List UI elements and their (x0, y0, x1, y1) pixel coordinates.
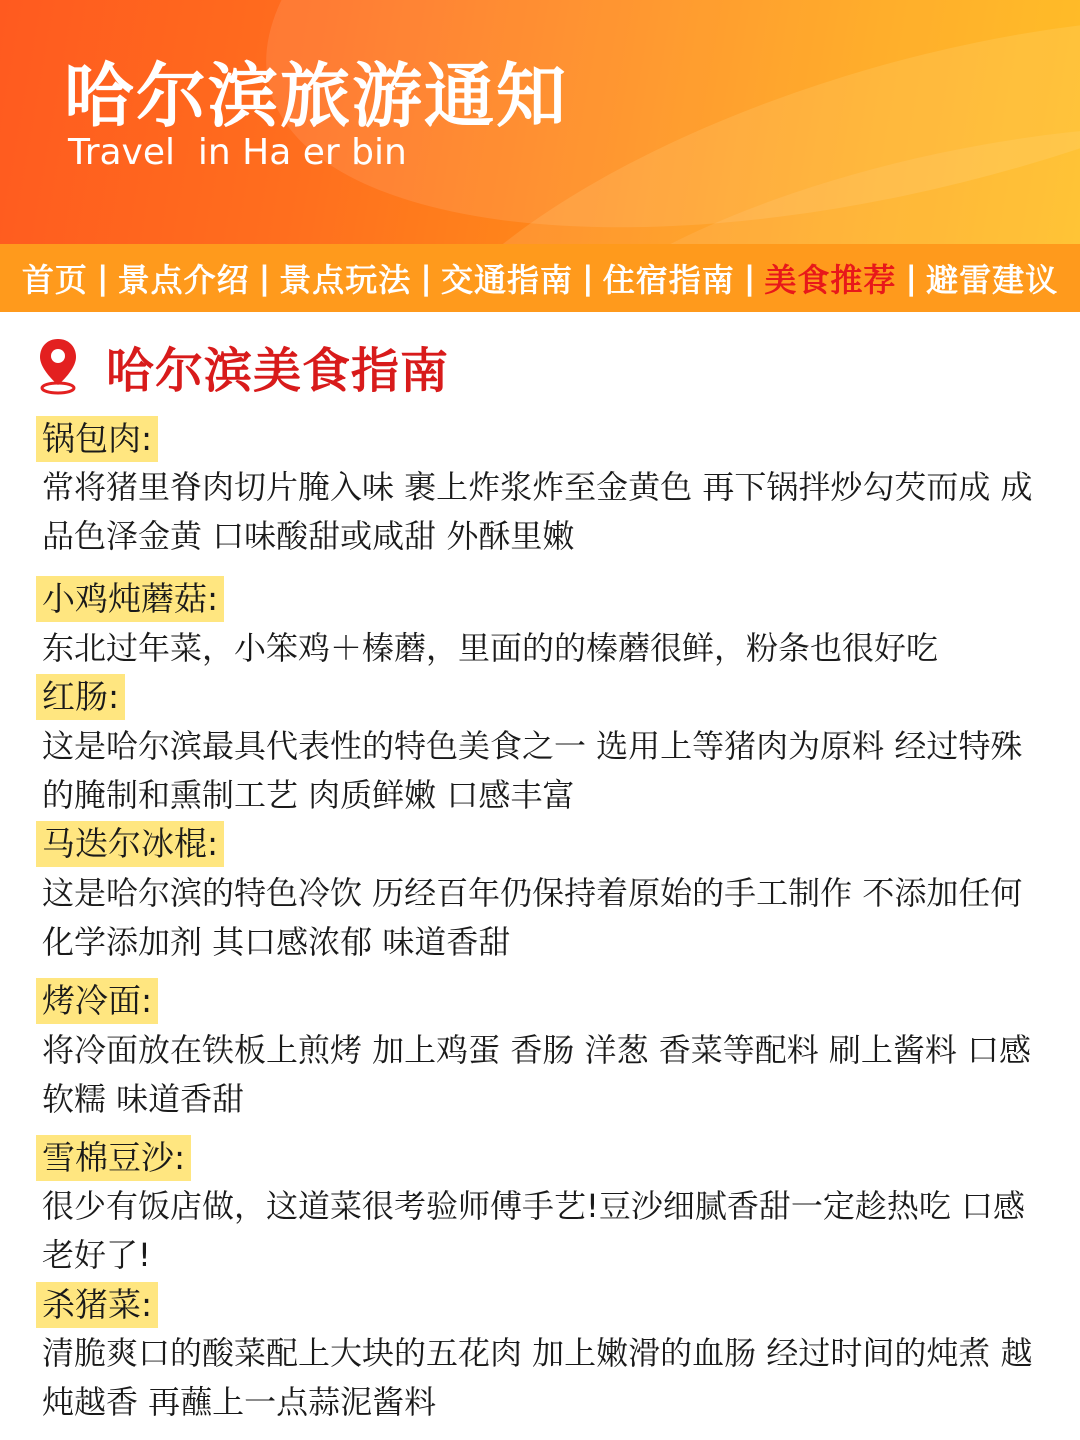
food-description: 很少有饭店做，这道菜很考验师傅手艺!豆沙细腻香甜一定趁热吃 口感老好了! (42, 1187, 1026, 1274)
food-description: 东北过年菜，小笨鸡＋榛蘑，里面的的榛蘑很鲜，粉条也很好吃 (42, 629, 939, 667)
location-pin-icon (36, 337, 80, 395)
food-name: 红肠: (36, 674, 125, 720)
food-name: 烤冷面: (36, 978, 158, 1024)
food-name: 锅包肉: (36, 416, 158, 462)
page-subtitle: Travel in Ha er bin (68, 132, 407, 173)
food-description: 清脆爽口的酸菜配上大块的五花肉 加上嫩滑的血肠 经过时间的炖煮 越炖越香 再蘸上一点蒜泥酱料 (42, 1334, 1033, 1421)
page-title: 哈尔滨旅游通知 (64, 55, 568, 137)
nav-separator: | (96, 259, 109, 297)
nav-separator: | (420, 259, 432, 297)
nav-item-transport[interactable]: 交通指南 (440, 261, 573, 299)
nav-separator: | (743, 259, 756, 297)
food-description: 这是哈尔滨最具代表性的特色美食之一 选用上等猪肉为原料 经过特殊的腌制和熏制工艺 肉质鲜嫩 口感丰富 (42, 727, 1023, 814)
header-banner (0, 0, 1080, 244)
nav-item-lodging[interactable]: 住宿指南 (602, 261, 735, 299)
food-description: 常将猪里脊肉切片腌入味 裹上炸浆炸至金黄色 再下锅拌炒勾芡而成 成品色泽金黄 口味酸甜或咸甜 外酥里嫩 (42, 468, 1033, 555)
food-name: 小鸡炖蘑菇: (36, 576, 224, 622)
nav-separator: | (905, 259, 918, 297)
nav-separator: | (258, 259, 271, 297)
section-title: 哈尔滨美食指南 (106, 342, 450, 399)
food-name: 雪棉豆沙: (36, 1135, 191, 1181)
nav-separator: | (582, 259, 594, 297)
section-header (36, 332, 449, 400)
nav-item-tips[interactable]: 避雷建议 (926, 261, 1059, 299)
nav-item-food[interactable]: 美食推荐 (764, 261, 897, 299)
food-name: 马迭尔冰棍: (36, 821, 224, 867)
food-name: 杀猪菜: (36, 1282, 158, 1328)
nav-bar (0, 244, 1080, 312)
food-description: 这是哈尔滨的特色冷饮 历经百年仍保持着原始的手工制作 不添加任何化学添加剂 其口感浓郁 味道香甜 (42, 874, 1023, 961)
nav-item-home[interactable]: 首页 (21, 261, 88, 299)
nav-item-attractions[interactable]: 景点介绍 (117, 261, 250, 299)
food-description: 将冷面放在铁板上煎烤 加上鸡蛋 香肠 洋葱 香菜等配料 刷上酱料 口感软糯 味道香甜 (42, 1031, 1032, 1118)
nav-item-activities[interactable]: 景点玩法 (279, 261, 412, 299)
